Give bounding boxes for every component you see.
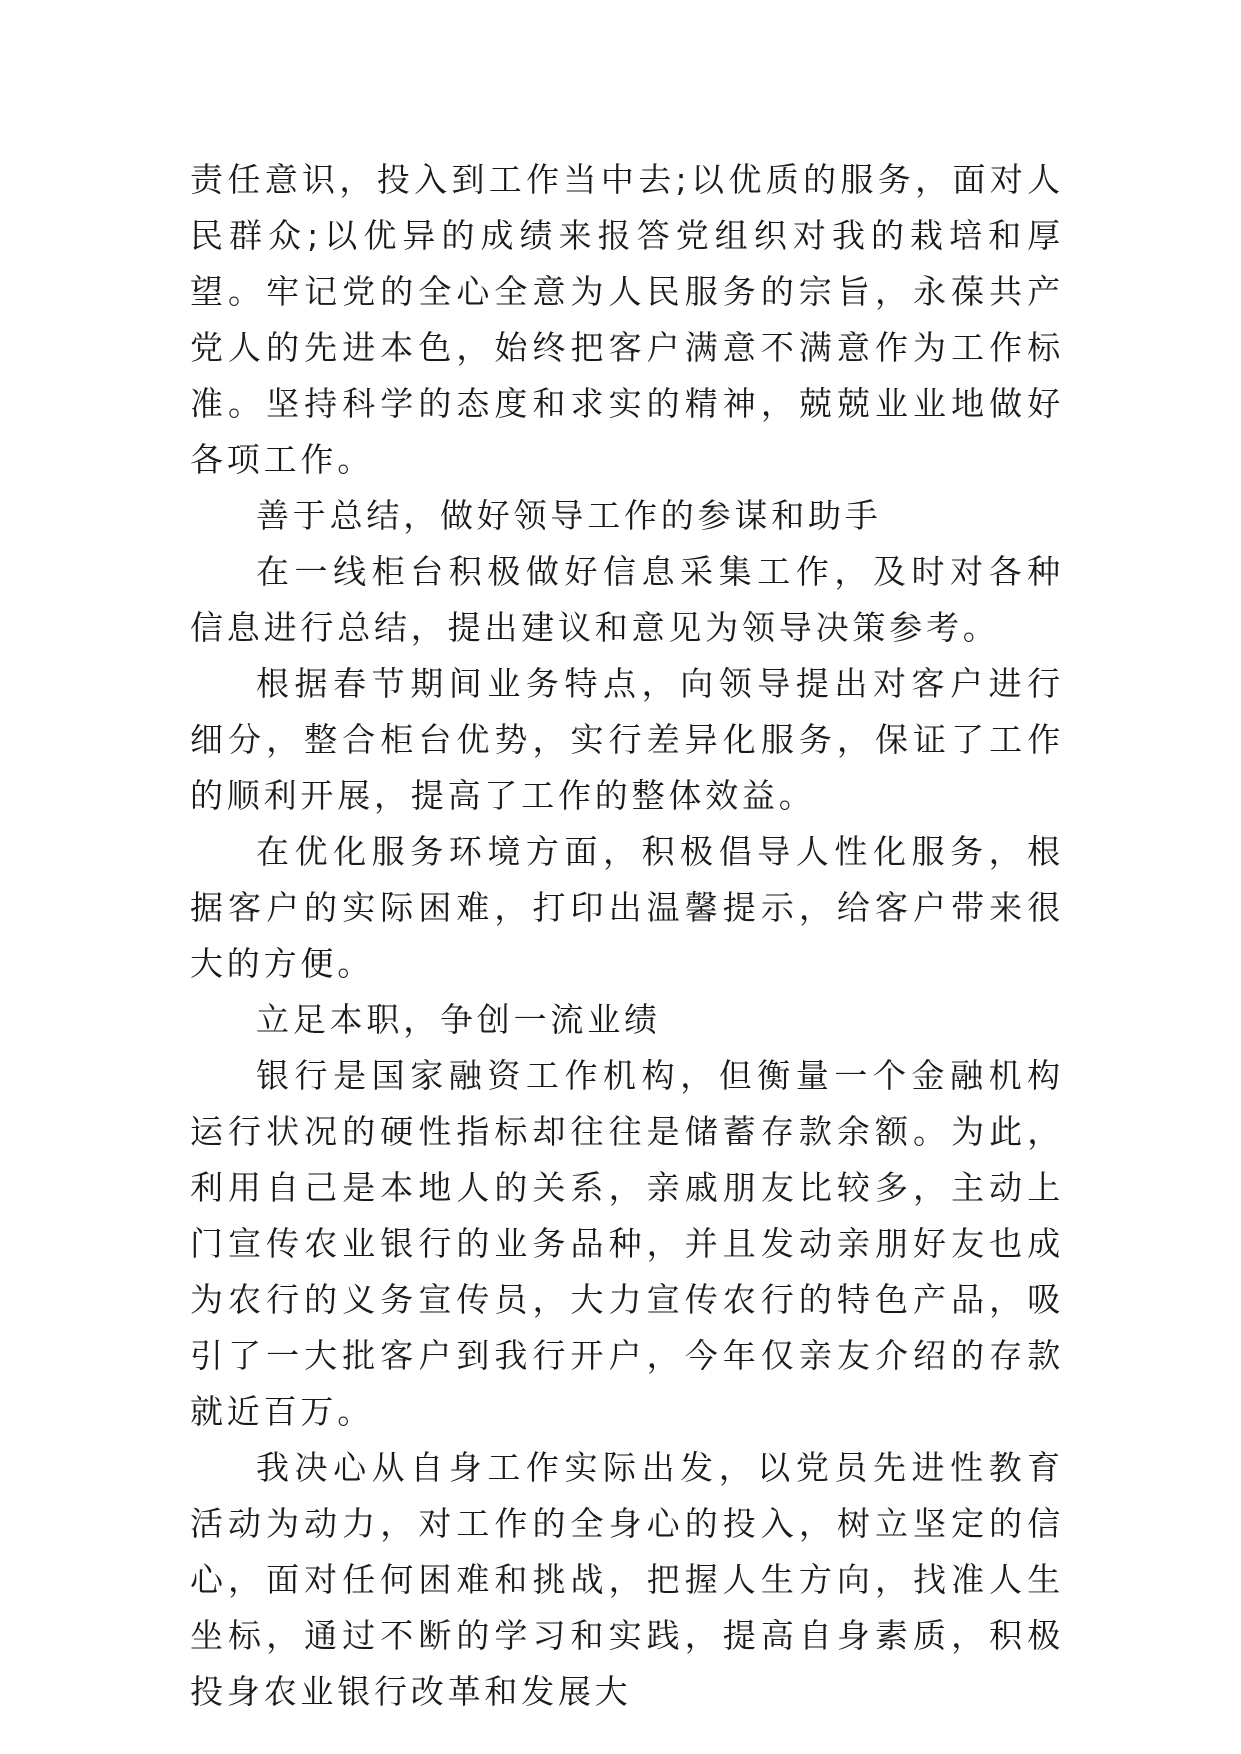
section-heading-performance: 立足本职，争创一流业绩 bbox=[256, 1000, 661, 1039]
paragraph-4: 根据春节期间业务特点，向领导提出对客户进行细分，整合柜台优势，实行差异化服务，保证了工作的顺利开展，提高了工作的整体效益。 bbox=[190, 664, 1064, 815]
paragraph-8: 我决心从自身工作实际出发，以党员先进性教育活动为动力，对工作的全身心的投入，树立坚定的信心，面对任何困难和挑战，把握人生方向，找准人生坐标，通过不断的学习和实践，提高自身素质，积极投身农业银行改革和发展大 bbox=[190, 1448, 1064, 1711]
section-heading-summary: 善于总结，做好领导工作的参谋和助手 bbox=[256, 496, 882, 535]
paragraph-3: 在一线柜台积极做好信息采集工作，及时对各种信息进行总结，提出建议和意见为领导决策参考。 bbox=[190, 552, 1064, 647]
paragraph-1: 责任意识，投入到工作当中去;以优质的服务，面对人民群众;以优异的成绩来报答党组织对我的栽培和厚望。牢记党的全心全意为人民服务的宗旨，永葆共产党人的先进本色，始终把客户满意不满意作为工作标准。坚持科学的态度和求实的精神，兢兢业业地做好各项工作。 bbox=[190, 160, 1064, 479]
paragraph-5: 在优化服务环境方面，积极倡导人性化服务，根据客户的实际困难，打印出温馨提示，给客户带来很大的方便。 bbox=[190, 832, 1064, 983]
paragraph-7: 银行是国家融资工作机构，但衡量一个金融机构运行状况的硬性指标却往往是储蓄存款余额。为此，利用自己是本地人的关系，亲戚朋友比较多，主动上门宣传农业银行的业务品种，并且发动亲朋好友也成为农行的义务宣传员，大力宣传农行的特色产品，吸引了一大批客户到我行开户，今年仅亲友介绍的存款就近百万。 bbox=[190, 1056, 1064, 1431]
document-body bbox=[190, 152, 1064, 1720]
